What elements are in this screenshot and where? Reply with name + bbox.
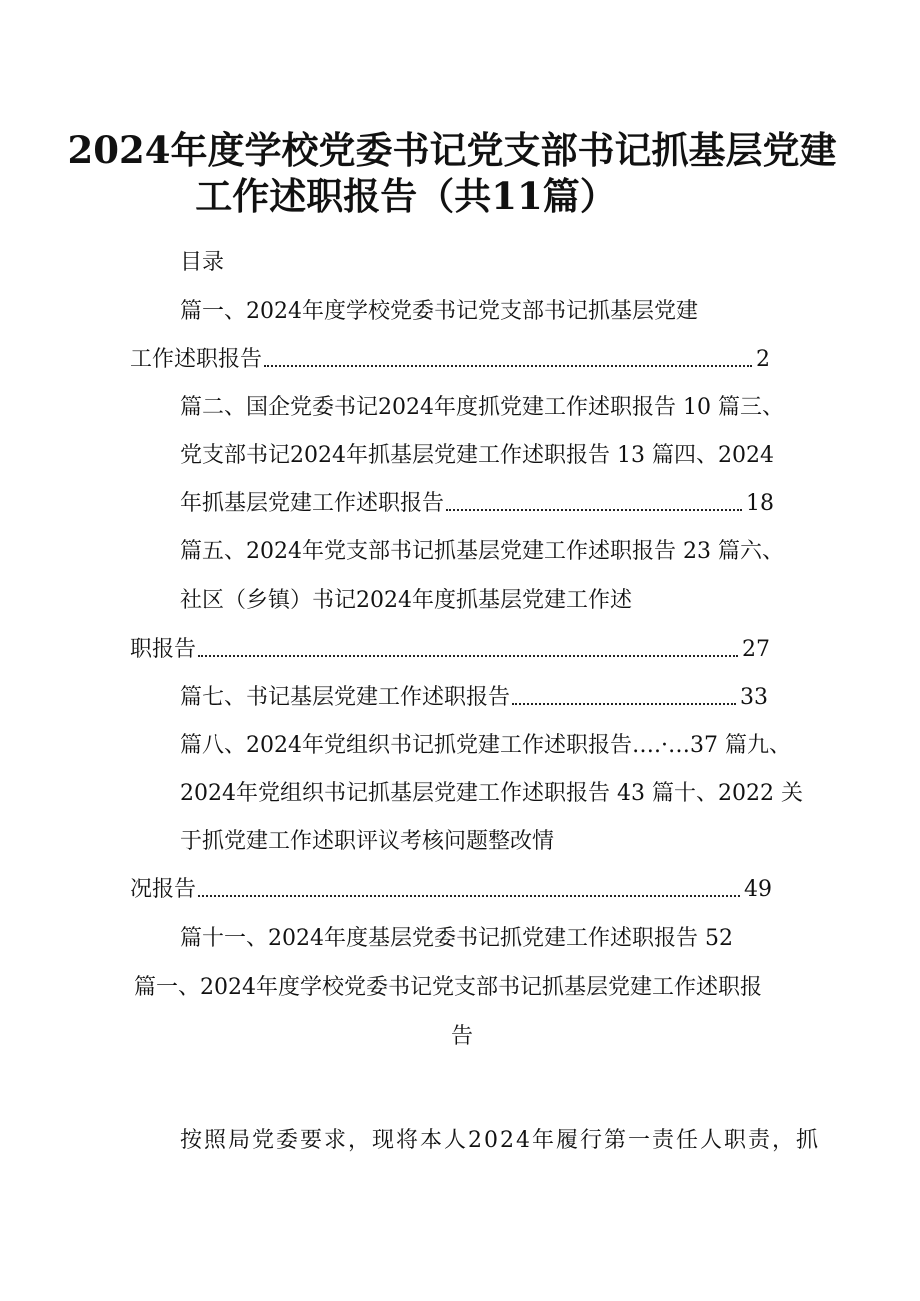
toc-entry-9-10[interactable]: 2024年党组织书记抓基层党建工作述职报告 43 篇十、2022 关	[180, 781, 803, 806]
toc-entry-6-line-1[interactable]: 社区（乡镇）书记2024年度抓基层党建工作述	[180, 588, 632, 613]
section-heading-line-2: 告	[450, 1024, 473, 1049]
body-paragraph-line: 按照局党委要求，现将本人2024年履行第一责任人职责，抓	[180, 1128, 820, 1153]
toc-entry-11[interactable]: 篇十一、2024年度基层党委书记抓党建工作述职报告 52	[180, 926, 733, 951]
toc-entry-5-6[interactable]: 篇五、2024年党支部书记抓基层党建工作述职报告 23 篇六、	[180, 539, 784, 564]
toc-heading: 目录	[180, 250, 225, 275]
toc-page-number: 49	[744, 877, 772, 902]
toc-entry-1-line-1: 篇一、2024年度学校党委书记党支部书记抓基层党建	[180, 299, 698, 324]
toc-entry-text: 职报告	[130, 637, 197, 662]
toc-page-number: 33	[740, 685, 768, 710]
toc-entry-2-3[interactable]: 篇二、国企党委书记2024年度抓党建工作述职报告 10 篇三、	[180, 395, 784, 420]
toc-entry-10-line-2[interactable]	[130, 875, 772, 905]
section-heading-line-1: 篇一、2024年度学校党委书记党支部书记抓基层党建工作述职报	[134, 975, 762, 1000]
document-title-line-2: 工作述职报告（共11篇）	[195, 174, 617, 218]
dot-leader	[198, 875, 740, 897]
toc-entry-7[interactable]	[180, 683, 768, 713]
dot-leader	[446, 489, 742, 511]
toc-entry-10-line-1[interactable]: 于抓党建工作述职评议考核问题整改情	[180, 829, 555, 854]
toc-entry-8-9[interactable]: 篇八、2024年党组织书记抓党建工作述职报告….·…37 篇九、	[180, 733, 791, 758]
dot-leader	[198, 635, 738, 657]
toc-page-number: 2	[756, 347, 770, 372]
toc-entry-text: 况报告	[130, 877, 197, 902]
toc-entry-4-line-2[interactable]	[180, 489, 774, 519]
toc-entry-3-4[interactable]: 党支部书记2024年抓基层党建工作述职报告 13 篇四、2024	[180, 443, 774, 468]
dot-leader	[512, 683, 736, 705]
toc-entry-1-line-2[interactable]	[130, 345, 770, 375]
dot-leader	[264, 345, 752, 367]
toc-page-number: 27	[742, 637, 770, 662]
toc-entry-6-line-2[interactable]	[130, 635, 770, 665]
document-title-line-1: 2024年度学校党委书记党支部书记抓基层党建	[67, 128, 837, 172]
toc-entry-text: 年抓基层党建工作述职报告	[180, 491, 445, 516]
toc-entry-text: 篇七、书记基层党建工作述职报告	[180, 685, 511, 710]
toc-page-number: 18	[746, 491, 774, 516]
toc-entry-text: 工作述职报告	[130, 347, 263, 372]
